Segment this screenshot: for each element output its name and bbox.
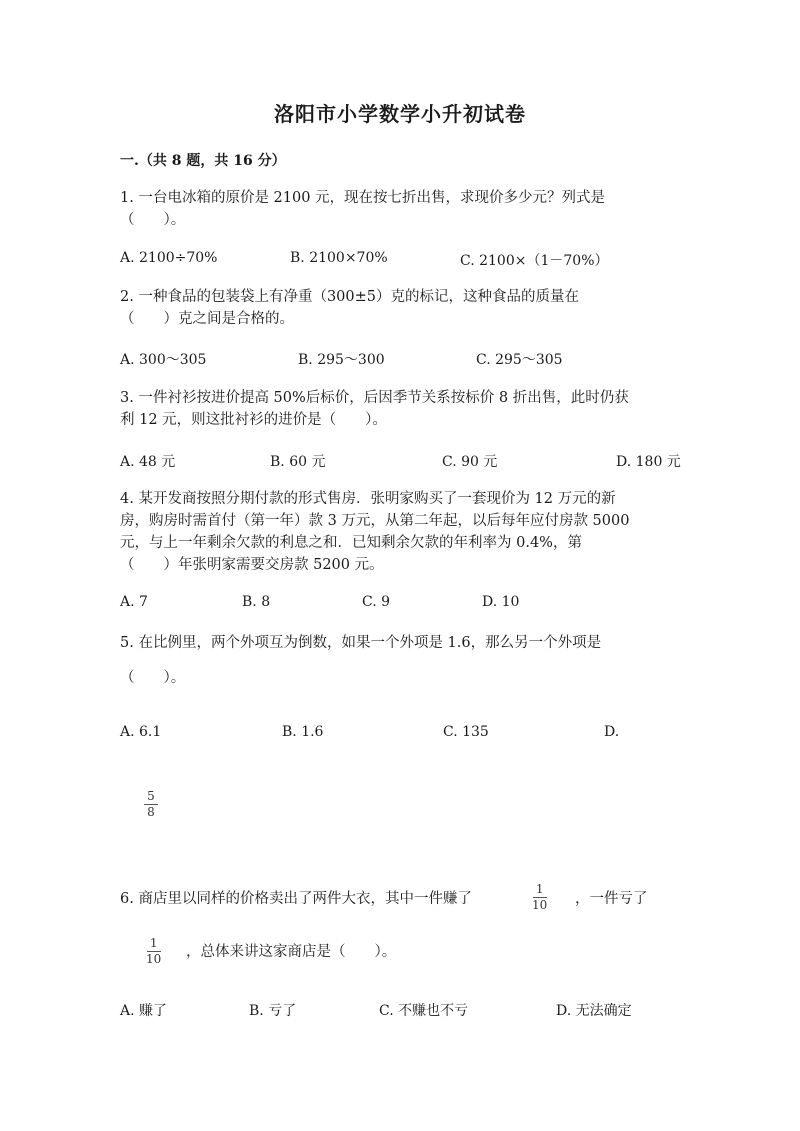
fraction-denominator: 10 [146, 952, 162, 966]
question-5-fraction-d [144, 790, 158, 819]
question-1-option-b: B. 2100×70% [290, 250, 388, 266]
question-1-line-1: 1. 一台电冰箱的原价是 2100 元，现在按七折出售，求现价多少元？列式是 [120, 190, 606, 206]
question-3-line-2: 利 12 元，则这批衬衫的进价是（ ）。 [120, 412, 387, 428]
question-6-option-a: A. 赚了 [120, 1003, 168, 1019]
question-3-option-d: D. 180 元 [616, 454, 681, 470]
question-2-line-1: 2. 一种食品的包装袋上有净重（300±5）克的标记，这种食品的质量在 [120, 289, 579, 305]
question-6-option-c: C. 不赚也不亏 [379, 1003, 469, 1019]
question-3-option-a: A. 48 元 [120, 454, 176, 470]
question-3-option-b: B. 60 元 [270, 454, 326, 470]
question-4-option-d: D. 10 [482, 594, 520, 610]
question-1-option-a: A. 2100÷70% [120, 250, 218, 266]
question-4-option-b: B. 8 [242, 594, 271, 610]
fraction-numerator: 5 [147, 789, 155, 803]
question-4-line-2: 房，购房时需首付（第一年）款 3 万元，从第二年起，以后每年应付房款 5000 [120, 513, 630, 529]
question-5-option-c: C. 135 [443, 724, 489, 740]
fraction-denominator: 8 [147, 805, 155, 819]
question-5-line-2: （ ）。 [120, 670, 186, 686]
fraction-numerator: 1 [149, 936, 158, 950]
fraction-denominator: 10 [532, 898, 548, 912]
question-4-option-c: C. 9 [362, 594, 391, 610]
question-5-option-d: D. [604, 724, 620, 740]
fraction-numerator: 1 [535, 882, 544, 896]
question-5-option-a: A. 6.1 [120, 724, 162, 740]
question-6-line-1a: 6. 商店里以同样的价格卖出了两件大衣，其中一件赚了 [120, 891, 472, 907]
question-3-option-c: C. 90 元 [442, 454, 498, 470]
question-2-option-c: C. 295～305 [476, 352, 563, 368]
question-2-line-2: （ ）克之间是合格的。 [120, 311, 294, 327]
question-4-option-a: A. 7 [120, 594, 148, 610]
question-4-line-1: 4. 某开发商按照分期付款的形式售房．张明家购买了一套现价为 12 万元的新 [120, 491, 616, 507]
question-1-option-c: C. 2100×（1－70%） [460, 253, 609, 269]
question-6-line-1b: ，一件亏了 [575, 891, 648, 907]
question-6-fraction-1 [532, 883, 547, 912]
question-4-line-3: 元，与上一年剩余欠款的利息之和．已知剩余欠款的年利率为 0.4%，第 [120, 535, 582, 551]
question-2-option-b: B. 295～300 [298, 352, 385, 368]
question-2-option-a: A. 300～305 [120, 352, 207, 368]
question-6-fraction-2 [146, 937, 161, 966]
page-title: 洛阳市小学数学小升初试卷 [274, 102, 526, 126]
question-6-line-2: ，总体来讲这家商店是（ ）。 [186, 944, 397, 960]
question-5-line-1: 5. 在比例里，两个外项互为倒数，如果一个外项是 1.6，那么另一个外项是 [120, 635, 602, 651]
section-heading: 一.（共 8 题，共 16 分） [120, 153, 286, 169]
question-6-option-b: B. 亏了 [249, 1003, 297, 1019]
question-4-line-4: （ ）年张明家需要交房款 5200 元。 [120, 557, 384, 573]
question-6-option-d: D. 无法确定 [556, 1003, 632, 1019]
question-1-line-2: （ ）。 [120, 212, 186, 228]
question-3-line-1: 3. 一件衬衫按进价提高 50%后标价，后因季节关系按标价 8 折出售，此时仍获 [120, 390, 629, 406]
question-5-option-b: B. 1.6 [282, 724, 324, 740]
